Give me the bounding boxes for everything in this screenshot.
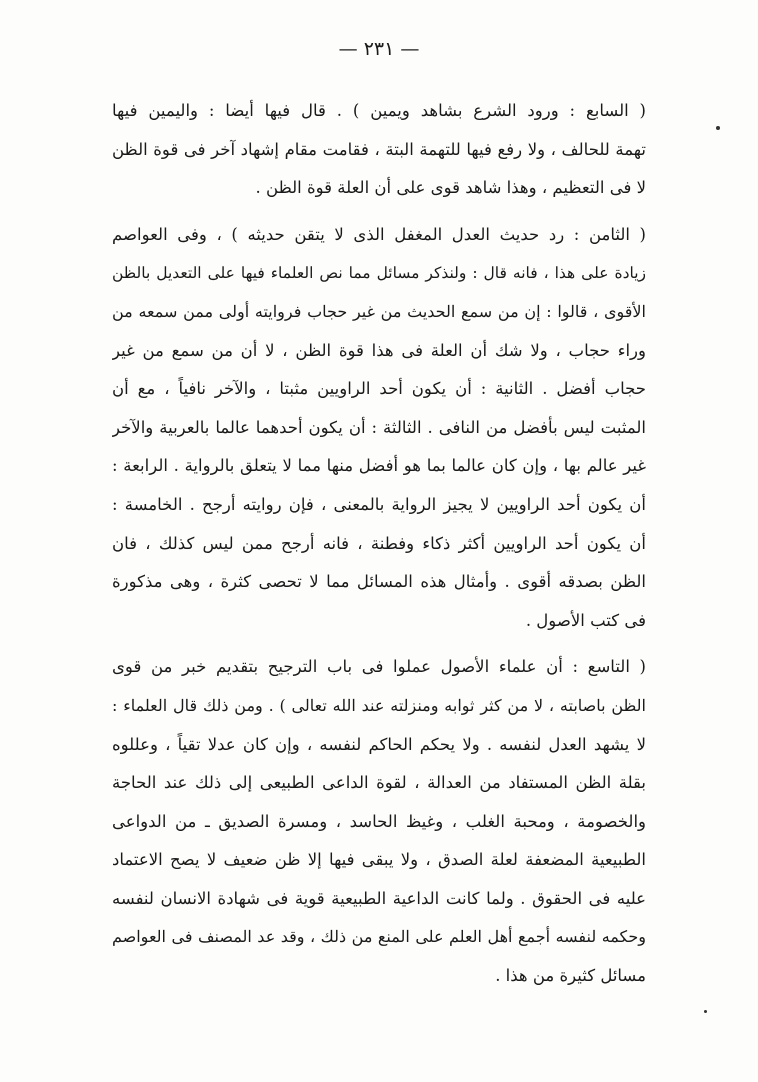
text-line: الظن باصابته ، لا من كثر ثوابه ومنزلته عند الله تعالى ) . ومن ذلك قال العلماء : (112, 695, 646, 715)
text-line: أن يكون أحد الراويين أكثر ذكاء وفطنة ، فانه أرجح ممن ليس كذلك ، فان (112, 533, 646, 553)
page-body (112, 92, 646, 1004)
paragraph-ninth (112, 648, 646, 995)
text-line: حجاب أفضل . الثانية : أن يكون أحد الراويين مثبتا ، والآخر نافياً ، مع أن (112, 379, 646, 399)
text-line: تهمة للحالف ، ولا رفع فيها للتهمة البتة ، فقامت مقام إشهاد آخر فى قوة الظن (112, 139, 646, 159)
text-line: بقلة الظن المستفاد من العدالة ، لقوة الداعى الطبيعى إلى ذلك عند الحاجة (112, 773, 646, 793)
text-line: الظن بصدقه أقوى . وأمثال هذه المسائل مما لا تحصى كثرة ، وهى مذكورة (112, 572, 646, 592)
paragraph-eighth (112, 216, 646, 641)
text-line: المثبت ليس بأفضل من النافى . الثالثة : أن يكون أحدهما عالما بالعربية والآخر (112, 417, 646, 437)
paragraph-seventh (112, 92, 646, 208)
text-line: والخصومة ، ومحبة الغلب ، وغيظ الحاسد ، ومسرة الصديق ـ من الدواعى (112, 811, 646, 831)
text-line: عليه فى الحقوق . ولما كانت الداعية الطبيعية قوية فى شهادة الانسان لنفسه (112, 888, 646, 908)
text-line: وحكمه لنفسه أجمع أهل العلم على المنع من ذلك ، وقد عد المصنف فى العواصم (112, 927, 646, 947)
text-line: الأقوى ، قالوا : إن من سمع الحديث من غير حجاب فروايته أولى ممن سمعه من (112, 301, 646, 321)
text-line: أن يكون أحد الراويين لا يجيز الرواية بالمعنى ، فإن روايته أرجح . الخامسة : (112, 494, 646, 514)
text-line: فى كتب الأصول . (525, 610, 646, 630)
ink-speck (716, 126, 720, 130)
text-line: لا يشهد العدل لنفسه . ولا يحكم الحاكم لنفسه ، وإن كان عدلا تقياً ، وعللوه (112, 734, 646, 754)
text-line: وراء حجاب ، ولا شك أن العلة فى هذا قوة الظن ، لا أن من سمع من غير (112, 340, 646, 360)
text-line: ( التاسع : أن علماء الأصول عملوا فى باب الترجيح بتقديم خبر من قوى (112, 657, 646, 677)
text-line: لا فى التعظيم ، وهذا شاهد قوى على أن العلة قوة الظن . (255, 178, 646, 198)
text-line: مسائل كثيرة من هذا . (495, 966, 646, 986)
text-line: ( الثامن : رد حديث العدل المغفل الذى لا يتقن حديثه ) ، وفى العواصم (112, 224, 646, 244)
ink-speck (704, 1010, 707, 1013)
text-line: الطبيعية المضعفة لعلة الصدق ، ولا يبقى فيها إلا ظن ضعيف لا يصح الاعتماد (112, 850, 646, 870)
text-line: زيادة على هذا ، فانه قال : ولنذكر مسائل مما نص العلماء فيها على التعديل بالظن (112, 264, 646, 283)
page-number: — ٢٣١ — (338, 38, 420, 60)
text-line: غير عالم بها ، وإن كان عالما بما هو أفضل منها مما لا يتعلق بالرواية . الرابعة : (112, 456, 646, 476)
text-line: ( السابع : ورود الشرع بشاهد ويمين ) . قال فيها أيضا : واليمين فيها (112, 101, 646, 120)
